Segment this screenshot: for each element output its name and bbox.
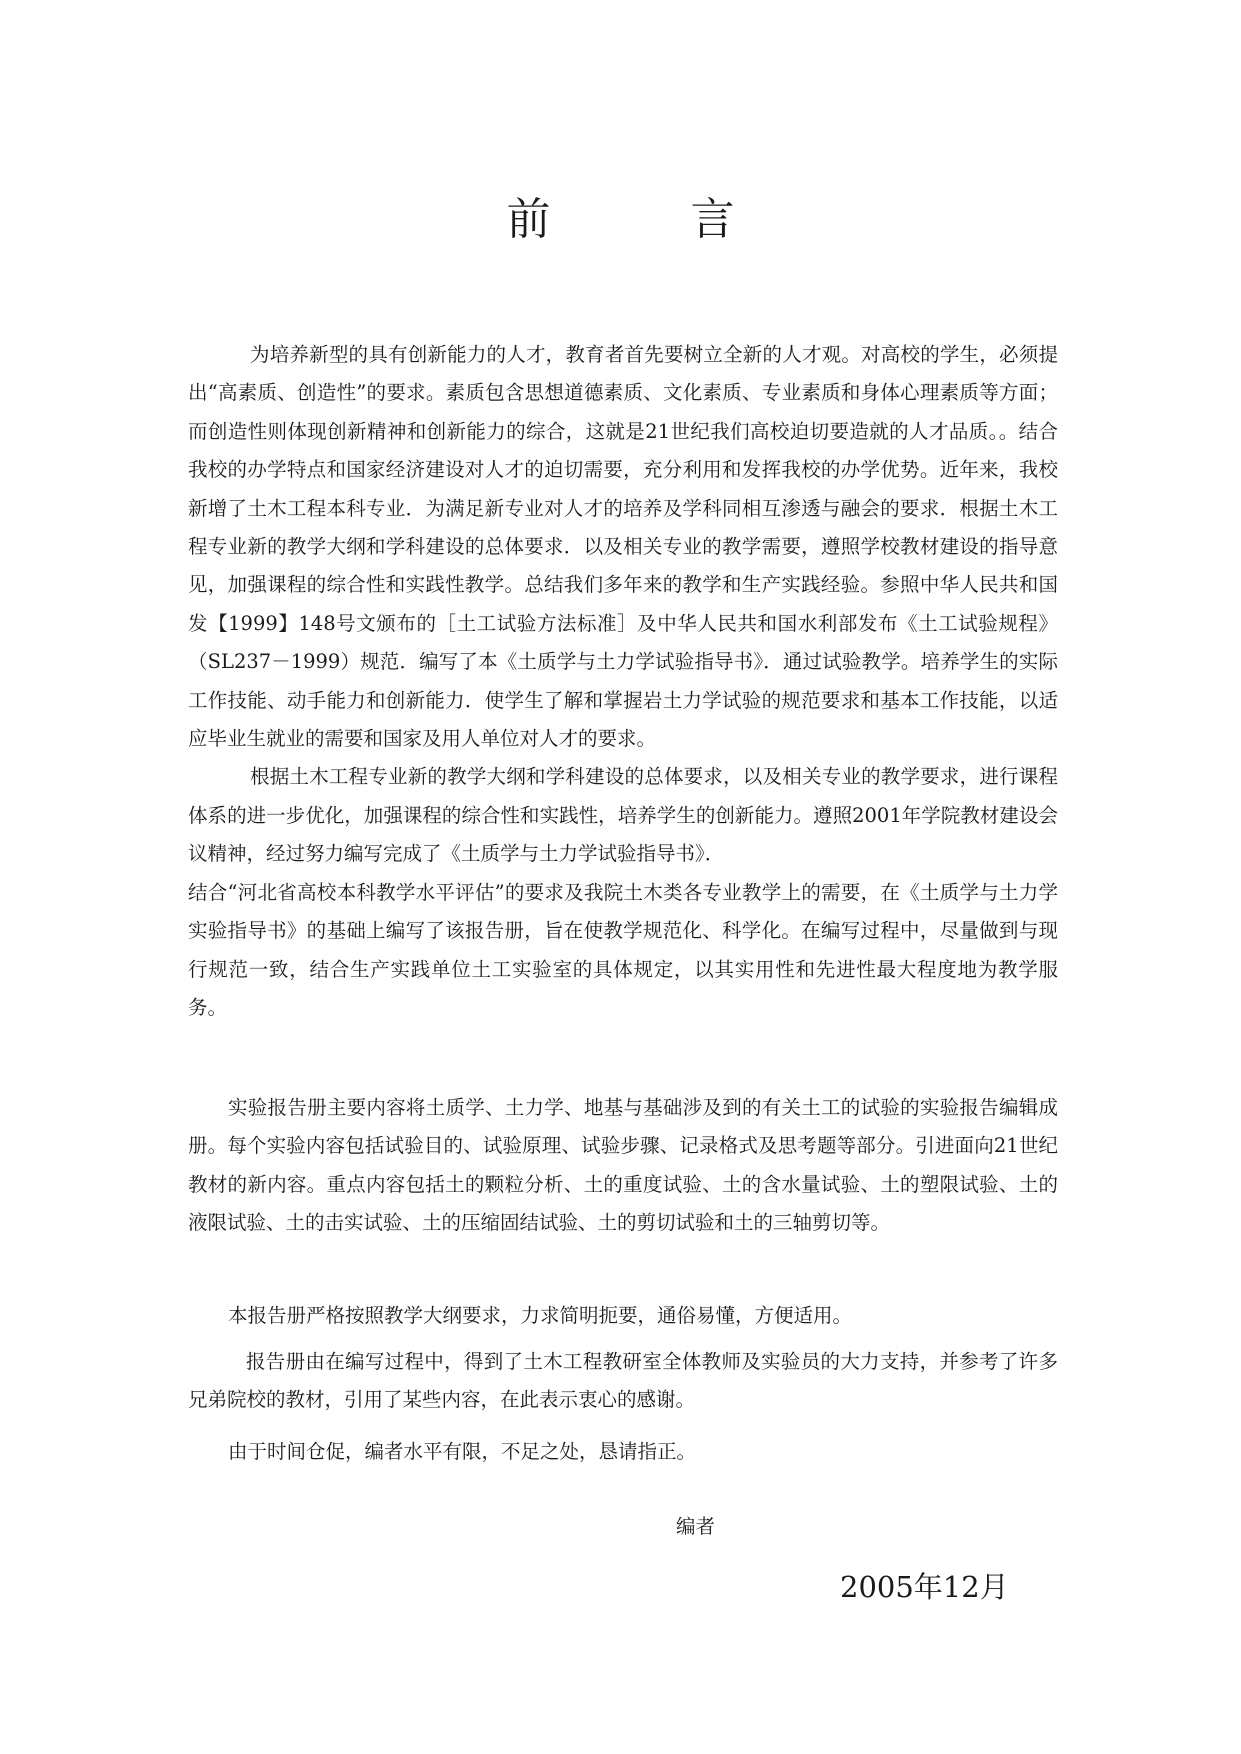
paragraph-intro: 为培养新型的具有创新能力的人才，教育者首先要树立全新的人才观。对高校的学生，必须提出“高素质、创造性”的要求。素质包含思想道德素质、文化素质、专业素质和身体心理素质等方面；而创造性则体现创新精神和创新能力的综合，这就是21世纪我们高校迫切要造就的人才品质。。结合我校的办学特点和国家经济建设对人才的迫切需要，充分利用和发挥我校的办学优势。近年来，我校新增了土木工程本科专业．为满足新专业对人才的培养及学科同相互渗透与融会的要求．根据土木工程专业新的教学大纲和学科建设的总体要求．以及相关专业的教学需要，遵照学校教材建设的指导意见，加强课程的综合性和实践性教学。总结我们多年来的教学和生产实践经验。参照中华人民共和国发【1999】148号文颁布的［土工试验方法标准］及中华人民共和国水利部发布《土工试验规程》（SL237－1999）规范．编写了本《土质学与土力学试验指导书》．通过试验教学。培养学生的实际工作技能、动手能力和创新能力．使学生了解和掌握岩土力学试验的规范要求和基本工作技能，以适应毕业生就业的需要和国家及用人单位对人才的要求。 bbox=[188, 343, 1058, 751]
preface-body-thanks bbox=[188, 1343, 1058, 1420]
paragraph-apology: 由于时间仓促，编者水平有限，不足之处，恳请指正。 bbox=[228, 1440, 697, 1463]
paragraph-evaluation: 结合“河北省高校本科教学水平评估”的要求及我院土木类各专业教学上的需要，在《土质学与土力学实验指导书》的基础上编写了该报告册，旨在使教学规范化、科学化。在编写过程中，尽量做到与现行规范一致，结合生产实践单位土工实验室的具体规定，以其实用性和先进性最大程度地为教学服务。 bbox=[188, 880, 1058, 1019]
paragraph-thanks: 报告册由在编写过程中，得到了土木工程教研室全体教师及实验员的大力支持，并参考了许多兄弟院校的教材，引用了某些内容，在此表示衷心的感谢。 bbox=[188, 1350, 1058, 1412]
preface-body-contents bbox=[188, 1089, 1058, 1243]
page-title: 前 言 bbox=[506, 194, 783, 245]
preface-body-principle bbox=[188, 1297, 1058, 1335]
author-signature: 编者 bbox=[676, 1515, 716, 1538]
paragraph-curriculum: 根据土木工程专业新的教学大纲和学科建设的总体要求，以及相关专业的教学要求，进行课程体系的进一步优化，加强课程的综合性和实践性，培养学生的创新能力。遵照2001年学院教材建设会议精神，经过努力编写完成了《土质学与土力学试验指导书》． bbox=[188, 765, 1058, 866]
preface-body-apology bbox=[188, 1433, 1058, 1471]
preface-body-main bbox=[188, 336, 1058, 1027]
paragraph-principle: 本报告册严格按照教学大纲要求，力求简明扼要，通俗易懂，方便适用。 bbox=[228, 1304, 853, 1327]
document-date: 2005年12月 bbox=[840, 1570, 1009, 1604]
paragraph-contents: 实验报告册主要内容将土质学、土力学、地基与基础涉及到的有关土工的试验的实验报告编辑成册。每个实验内容包括试验目的、试验原理、试验步骤、记录格式及思考题等部分。引进面向21世纪教材的新内容。重点内容包括土的颗粒分析、土的重度试验、土的含水量试验、土的塑限试验、土的液限试验、土的击实试验、土的压缩固结试验、土的剪切试验和土的三轴剪切等。 bbox=[188, 1096, 1058, 1235]
